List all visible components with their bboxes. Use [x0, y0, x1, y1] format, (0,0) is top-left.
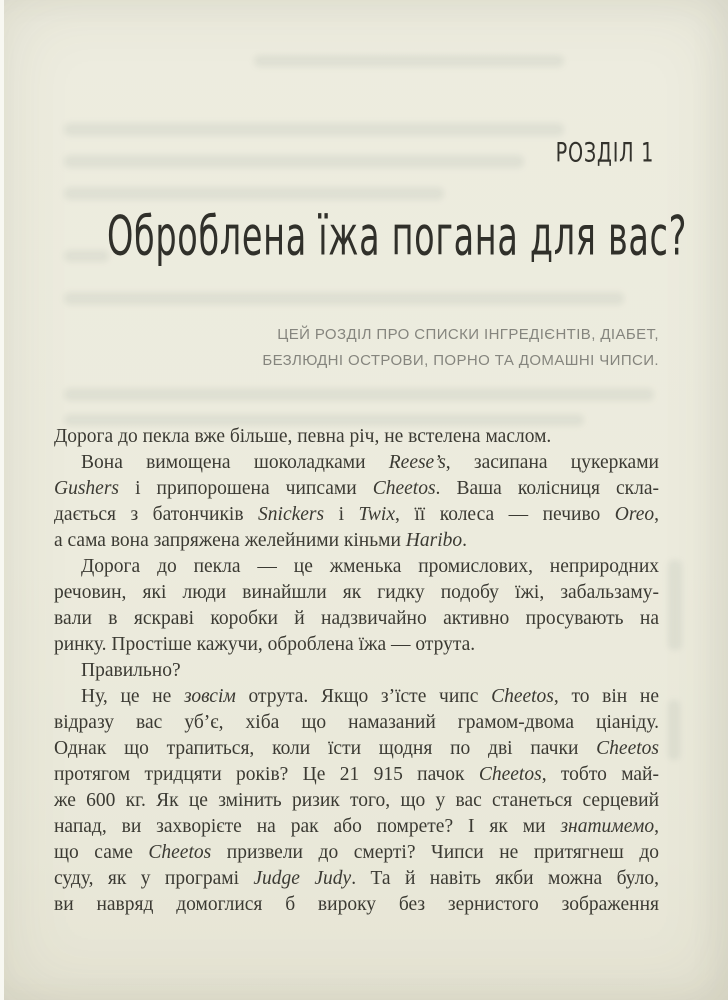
body-line: Дорога до пекла вже більше, певна річ, не встелена маслом. [54, 426, 552, 447]
body-line: Дорога до пекла — це жменька промислових, неприродних [81, 556, 659, 577]
body-line: Ну, це не зовсім отрута. Якщо з’їсте чипс Cheetos, то він не [81, 686, 660, 707]
chapter-subtitle-line: ЦЕЙ РОЗДІЛ ПРО СПИСКИ ІНГРЕДІЄНТІВ, ДІАБЕТ, [277, 326, 659, 343]
bleed-through-mark [254, 55, 564, 67]
chapter-subtitle [54, 322, 659, 374]
body-line: протягом тридцяти років? Це 21 915 пачок Cheetos, тобто май- [54, 764, 659, 785]
body-line: ринку. Простіше кажучи, оброблена їжа — отрута. [54, 634, 476, 655]
body-line: а сама вона запряжена желейними кіньми Haribo. [54, 530, 467, 551]
bleed-through-mark [64, 187, 444, 200]
bleed-through-mark [64, 123, 564, 136]
body-line: Правильно? [81, 660, 181, 681]
body-line: же 600 кг. Як це змінить ризик того, що у вас станеться серцевий [54, 790, 659, 811]
body-line: ви навряд домоглися б вироку без зернистого зображення [54, 894, 659, 915]
body-line: Вона вимощена шоколадками Reese’s, засипана цукерками [81, 452, 659, 473]
body-line: що саме Cheetos призвели до смерті? Чипси не притягнеш до [54, 842, 659, 863]
body-line: Однак що трапиться, коли їсти щодня по дві пачки Cheetos [54, 738, 659, 759]
bleed-through-mark [64, 250, 109, 262]
bleed-through-mark [64, 155, 524, 168]
body-line: речовин, які люди винайшли як гидку подобу їжі, забальзаму- [54, 582, 659, 603]
body-line: відразу вас уб’є, хіба що намазаний грамом-двома ціаніду. [54, 712, 659, 733]
body-line: Gushers і припорошена чипсами Cheetos. Ваша колісниця скла- [54, 478, 659, 499]
page-title: Оброблена їжа погана для вас? [107, 205, 688, 268]
body-line: напад, ви захворієте на рак або помрете? І як ми знатимемо, [54, 816, 659, 837]
bleed-through-mark [64, 292, 624, 305]
bleed-through-mark [668, 700, 680, 760]
body-line: суду, як у програмі Judge Judy. Та й навіть якби можна було, [54, 868, 660, 889]
chapter-label: РОЗДІЛ 1 [555, 137, 654, 169]
body-text [54, 424, 659, 918]
chapter-subtitle-line: БЕЗЛЮДНІ ОСТРОВИ, ПОРНО ТА ДОМАШНІ ЧИПСИ. [262, 352, 659, 369]
body-line: дається з батончиків Snickers і Twix, її колеса — печиво Oreo, [54, 504, 660, 525]
body-line: вали в яскраві коробки й надзвичайно активно просувають на [54, 608, 659, 629]
bleed-through-mark [64, 388, 654, 401]
bleed-through-mark [668, 560, 682, 650]
